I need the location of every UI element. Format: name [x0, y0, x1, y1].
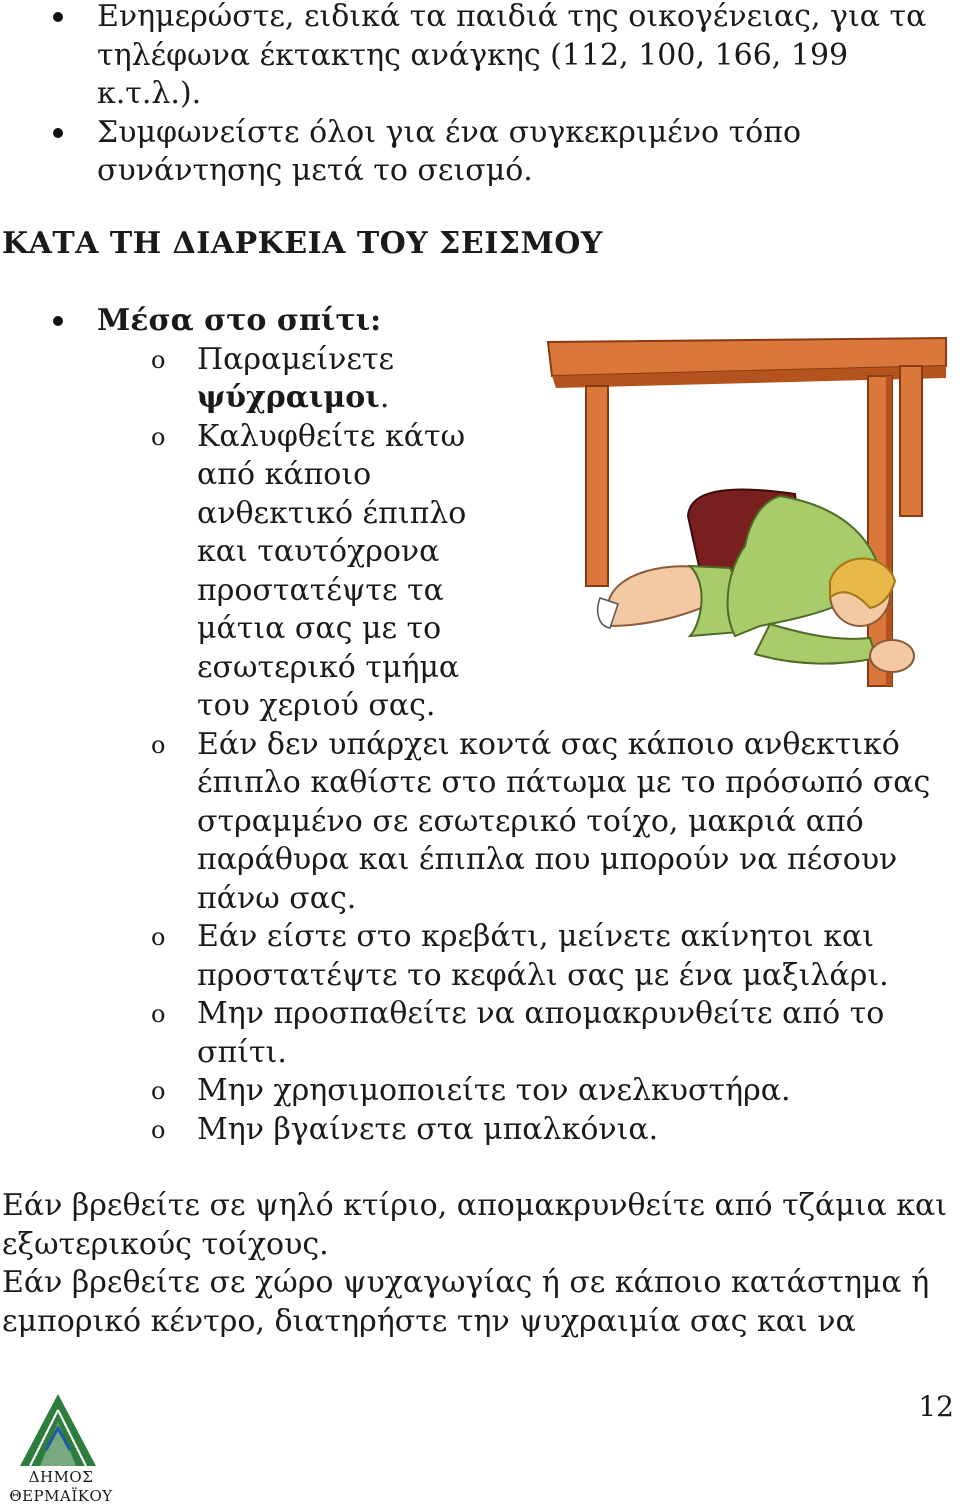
sub-bullet-marker: o — [151, 422, 166, 451]
paragraph-entertainment-venue: Εάν βρεθείτε σε χώρο ψυχαγωγίας ή σε κάποιο κατάστημα ή εμπορικό κέντρο, διατηρήστε την ψυχραιμία σας και να — [2, 1265, 930, 1339]
sub-bullet-marker: o — [151, 1000, 166, 1028]
home-item-take-cover — [0, 418, 472, 726]
sit-on-floor-text: Εάν δεν υπάρχει κοντά σας κάποιο ανθεκτικό έπιπλο καθίστε στο πάτωμα με το πρόσωπό σας στραμμένο σε εσωτερικό τοίχο, μακριά από παράθυρα και έπιπλα που μπορούν να πέσουν πάνω σας. — [197, 726, 931, 916]
stay-calm-bold: ψύχραιμοι — [197, 380, 380, 415]
no-balcony-text: Μην βγαίνετε στα μπαλκόνια. — [197, 1111, 659, 1147]
logo-line-1: ΔΗΜΟΣ — [28, 1468, 94, 1486]
take-cover-text: Καλυφθείτε κάτω από κάποιο ανθεκτικό έπιπλο και ταυτόχρονα προστατέψτε τα μάτια σας με το εσωτερικό τμήμα του χεριού σας. — [197, 418, 467, 723]
intro-bullet-list — [0, 0, 930, 191]
mountain-logo-icon — [0, 1388, 122, 1468]
page-number: 12 — [918, 1390, 954, 1423]
in-bed-text: Εάν είστε στο κρεβάτι, μείνετε ακίνητοι και προστατέψτε το κεφάλι σας με ένα μαξιλάρι. — [197, 919, 889, 993]
section-heading: ΚΑΤΑ ΤΗ ΔΙΑΡΚΕΙΑ ΤΟΥ ΣΕΙΣΜΟΥ — [2, 226, 603, 261]
municipality-logo — [0, 1388, 122, 1511]
home-item-in-bed — [0, 918, 937, 995]
no-elevator-text: Μην χρησιμοποιείτε τον ανελκυστήρα. — [197, 1073, 791, 1108]
take-cover-illustration — [540, 336, 952, 692]
home-item-no-balcony — [0, 1111, 940, 1150]
stay-calm-text: Παραμείνετε — [197, 341, 395, 377]
table-leg-left — [586, 386, 608, 586]
sub-bullet-marker: o — [151, 923, 166, 951]
sub-bullet-marker: o — [151, 1077, 166, 1105]
sub-bullet-marker: o — [151, 1115, 166, 1144]
home-item-no-elevator — [0, 1072, 940, 1111]
stay-calm-period: . — [379, 380, 390, 415]
sub-bullet-marker: o — [151, 730, 166, 759]
logo-line-2: ΘΕΡΜΑΪΚΟΥ — [9, 1487, 113, 1505]
intro-bullet-emergency-numbers: Ενημερώστε, ειδικά τα παιδιά της οικογένειας, για τα τηλέφωνα έκτακτης ανάγκης (112, 100, 166, 199 κ.τ.λ.). — [0, 0, 930, 114]
home-label: Μέσα στο σπίτι: — [0, 302, 940, 341]
home-item-sit-on-floor — [0, 726, 942, 919]
sub-bullet-marker: o — [151, 345, 166, 374]
person-hands — [870, 640, 914, 672]
paragraph-tall-building: Εάν βρεθείτε σε ψηλό κτίριο, απομακρυνθείτε από τζάμια και εξωτερικούς τοίχους. — [2, 1188, 948, 1262]
intro-bullet-meeting-point: Συμφωνείστε όλοι για ένα συγκεκριμένο τόπο συνάντησης μετά το σεισμό. — [0, 114, 817, 191]
home-item-dont-leave — [0, 995, 917, 1072]
home-item-stay-calm — [0, 341, 407, 418]
dont-leave-text: Μην προσπαθείτε να απομακρυνθείτε από το σπίτι. — [197, 996, 885, 1070]
